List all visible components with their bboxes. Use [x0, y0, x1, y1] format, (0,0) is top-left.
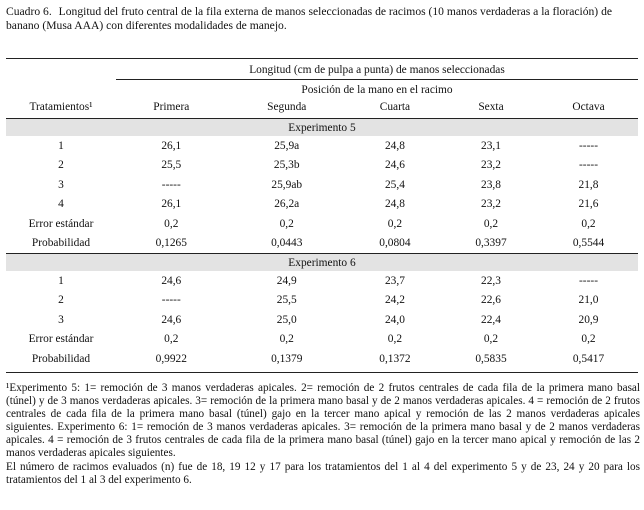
table-cell: 0,2: [164, 333, 179, 346]
caption-label: Cuadro 6.: [6, 5, 52, 18]
table-cell: 0,5544: [572, 237, 605, 250]
table-cell: -----: [579, 274, 598, 287]
table-row: [6, 195, 638, 215]
table-cell: 0,5835: [475, 352, 507, 365]
table-row: [6, 271, 638, 291]
column-header: Tratamientos¹: [29, 101, 93, 113]
table-cell: 25,5: [161, 159, 182, 172]
table-cell: 0,0804: [379, 237, 411, 250]
table-cell: 22,6: [481, 294, 501, 307]
table-cell: 24,6: [161, 313, 182, 326]
experiment-header-row: [6, 254, 638, 272]
table-cell: -----: [579, 159, 598, 172]
table-cell: 0,2: [581, 217, 596, 230]
table-cell: 0,2: [279, 217, 294, 230]
table-cell: 0,5417: [572, 352, 605, 365]
column-header: Primera: [153, 101, 190, 113]
row-label: 3: [58, 178, 64, 191]
row-label: 1: [58, 139, 64, 152]
table-footnotes: [6, 382, 640, 487]
table-cell: -----: [161, 178, 181, 191]
table-cell: 24,8: [384, 198, 405, 211]
table-cell: 24,6: [384, 159, 405, 172]
row-label: 3: [58, 313, 64, 326]
table-cell: 0,2: [387, 217, 403, 230]
table-cell: 0,2: [483, 333, 499, 346]
table-cell: 0,0443: [271, 237, 303, 250]
table-cell: 20,9: [578, 313, 599, 326]
table-cell: 26,1: [161, 139, 182, 152]
group-header: Longitud (cm de pulpa a punta) de manos seleccionadas: [249, 64, 505, 76]
table-cell: 21,6: [578, 198, 599, 211]
column-header: Segunda: [267, 101, 307, 113]
table-cell: 26,2a: [274, 198, 300, 211]
table-cell: 25,3b: [273, 159, 300, 172]
table-cell: 24,0: [384, 313, 405, 326]
table-cell: 25,5: [276, 294, 297, 307]
table-top-rule: [6, 58, 638, 59]
row-label: Error estándar: [28, 333, 94, 346]
row-label: Probabilidad: [31, 237, 91, 250]
column-header: Cuarta: [379, 101, 411, 113]
footnote: ¹Experimento 5: 1= remoción de 3 manos verdaderas apicales. 2= remoción de 2 frutos centrales de cada fila de la primera mano basal (túnel) y de 3 manos verdaderas apicales. 3= remoción de la primera mano basal y de 2 manos verdaderas apicales. 4 = remoción de 2 frutos centrales de cada fila de la primera mano basal (túnel) gajo en la tercer mano apical y remoción de las 2 manos verdaderas apicales siguientes. Experimento 6: 1= remoción de 3 manos verdaderas apicales. 3= remoción de la primera mano basal y de 2 manos verdaderas apicales. 4 = remoción de 3 frutos centrales de cada fila de la primera mano basal (túnel) gajo en la tercer mano apical y remoción de las 2 manos verdaderas apicales siguientes.: [6, 382, 640, 460]
table-cell: 23,2: [481, 198, 501, 211]
column-header: Sexta: [478, 101, 504, 113]
table-cell: 22,3: [481, 274, 501, 287]
table-cell: 0,9922: [155, 352, 187, 365]
data-table: [6, 96, 638, 369]
table-cell: -----: [579, 139, 598, 152]
row-label: Error estándar: [28, 217, 94, 230]
table-row: [6, 214, 638, 234]
table-cell: 25,0: [276, 313, 297, 326]
table-bottom-rule: [6, 372, 638, 373]
table-cell: 0,1372: [379, 352, 411, 365]
table-cell: 0,2: [387, 333, 403, 346]
table-cell: 0,1379: [271, 352, 303, 365]
sub-header: Posición de la mano en el racimo: [301, 84, 453, 96]
row-label: 4: [58, 198, 64, 211]
table-cell: 23,7: [384, 274, 405, 287]
footnote: El número de racimos evaluados (n) fue de 18, 19 12 y 17 para los tratamientos del 1 al 4 del experimento 5 y de 23, 24 y 20 para los tratamientos del 1 al 3 del experimento 6.: [6, 460, 640, 486]
row-label: 2: [58, 159, 64, 172]
table-cell: 0,2: [164, 217, 179, 230]
table-cell: -----: [161, 294, 181, 307]
row-label: 2: [58, 294, 64, 307]
group-header-rule: [116, 79, 638, 80]
table-cell: 22,4: [481, 313, 501, 326]
table-row: [6, 330, 638, 350]
table-cell: 26,1: [161, 198, 182, 211]
table-cell: 25,9a: [274, 139, 300, 152]
table-cell: 23,2: [481, 159, 501, 172]
column-header: Octava: [572, 101, 605, 113]
table-cell: 24,6: [161, 274, 182, 287]
table-cell: 0,2: [483, 217, 499, 230]
experiment-title: Experimento 6: [6, 254, 638, 272]
caption-text: Longitud del fruto central de la fila externa de manos seleccionadas de racimos (10 manos verdaderas a la floración) de banano (Musa AAA) con diferentes modalidades de manejo.: [6, 5, 613, 32]
experiment-header-row: [6, 119, 638, 137]
table-cell: 23,1: [481, 139, 501, 152]
table-row: [6, 349, 638, 369]
row-label: Probabilidad: [31, 352, 91, 365]
table-row: [6, 136, 638, 156]
table-row: [6, 291, 638, 311]
table-cell: 24,9: [276, 274, 297, 287]
table-cell: 0,2: [581, 333, 596, 346]
table-caption: [6, 5, 642, 33]
table-cell: 21,0: [578, 294, 599, 307]
table-cell: 24,2: [384, 294, 405, 307]
table-cell: 23,8: [481, 178, 501, 191]
table-row: [6, 234, 638, 254]
table-body: [6, 119, 638, 369]
table-cell: 25,9ab: [271, 178, 303, 191]
experiment-title: Experimento 5: [6, 119, 638, 137]
table-cell: 0,3397: [475, 237, 507, 250]
table-cell: 0,1265: [155, 237, 187, 250]
table-cell: 25,4: [384, 178, 405, 191]
table-cell: 21,8: [578, 178, 599, 191]
table-row: [6, 175, 638, 195]
table-cell: 24,8: [384, 139, 405, 152]
table-cell: 0,2: [279, 333, 294, 346]
table-row: [6, 156, 638, 176]
table-row: [6, 310, 638, 330]
column-header-row: [6, 96, 638, 119]
row-label: 1: [58, 274, 64, 287]
